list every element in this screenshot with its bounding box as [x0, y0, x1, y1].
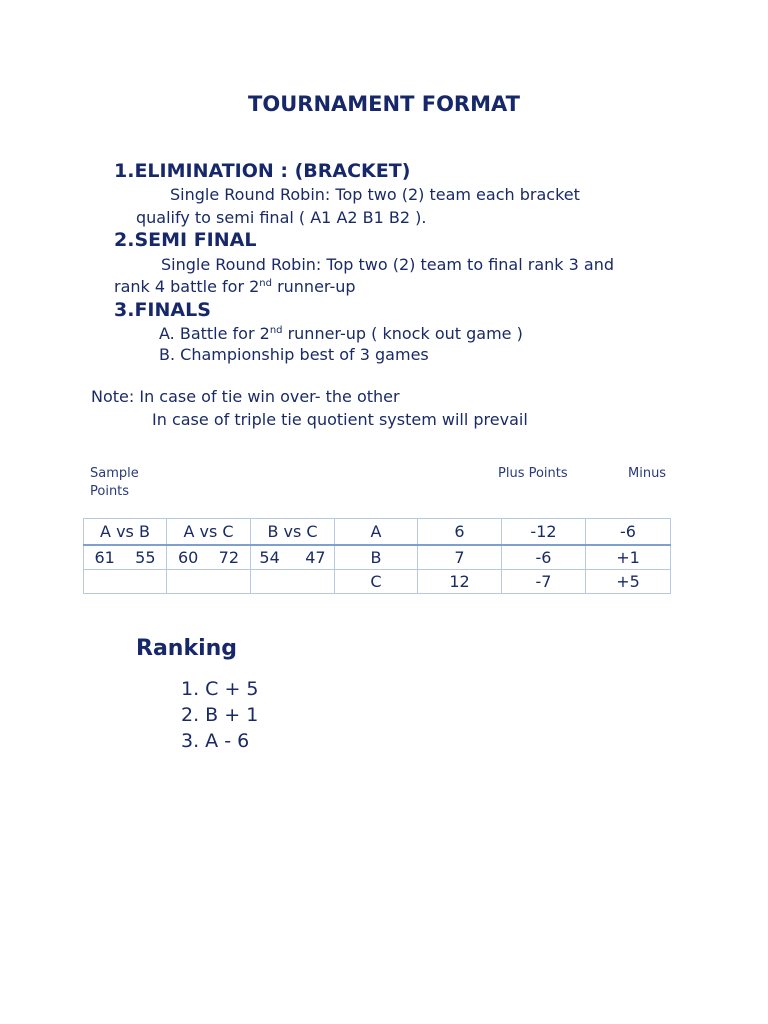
table-cell: 60 72	[167, 545, 251, 570]
table-cell: -6	[502, 545, 586, 570]
table-row	[84, 570, 671, 594]
text-run: runner-up	[271, 277, 356, 296]
label-minus: Minus	[628, 466, 667, 481]
text-run: rank 4 battle for 2	[114, 277, 260, 296]
section-heading-semi-final: 2.SEMI FINAL	[114, 229, 257, 251]
note-line: Note: In case of tie win over- the other	[91, 387, 400, 406]
table-cell: 6	[418, 519, 502, 546]
table-cell: +5	[586, 570, 671, 594]
ranking-item: 1. C + 5	[181, 678, 259, 700]
section-text-line: B. Championship best of 3 games	[159, 345, 429, 364]
label-points: Points	[90, 484, 130, 499]
table-cell: -7	[502, 570, 586, 594]
table-cell: 7	[418, 545, 502, 570]
table-cell: B	[335, 545, 418, 570]
table-cell: +1	[586, 545, 671, 570]
table-cell: A vs C	[167, 519, 251, 546]
scores-table	[83, 518, 671, 594]
text-run: runner-up ( knock out game )	[282, 324, 523, 343]
table-cell: 54 47	[251, 545, 335, 570]
section-text-line	[114, 277, 356, 296]
label-plus-points: Plus Points	[498, 466, 568, 481]
table-cell: A vs B	[84, 519, 167, 546]
ranking-title: Ranking	[136, 636, 238, 661]
page-title: TOURNAMENT FORMAT	[248, 92, 520, 116]
table-cell: 61 55	[84, 545, 167, 570]
section-text-line: Single Round Robin: Top two (2) team to final rank 3 and	[161, 255, 614, 274]
section-text-line	[159, 324, 523, 343]
section-heading-finals: 3.FINALS	[114, 299, 211, 321]
table-cell	[167, 570, 251, 594]
ranking-item: 2. B + 1	[181, 704, 259, 726]
table-cell: 12	[418, 570, 502, 594]
section-text-line: Single Round Robin: Top two (2) team each bracket	[170, 185, 580, 204]
table-row	[84, 545, 671, 570]
table-cell: A	[335, 519, 418, 546]
section-heading-elimination: 1.ELIMINATION : (BRACKET)	[114, 160, 411, 182]
table-cell: B vs C	[251, 519, 335, 546]
note-line: In case of triple tie quotient system will prevail	[152, 410, 528, 429]
table-header-row	[84, 519, 671, 546]
ranking-item: 3. A - 6	[181, 730, 250, 752]
table-cell: -6	[586, 519, 671, 546]
table-cell: C	[335, 570, 418, 594]
table-cell	[84, 570, 167, 594]
superscript: nd	[269, 325, 283, 336]
table-cell: -12	[502, 519, 586, 546]
section-text-line: qualify to semi final ( A1 A2 B1 B2 ).	[136, 208, 427, 227]
superscript: nd	[259, 278, 272, 289]
text-run: A. Battle for 2	[159, 324, 270, 343]
label-sample: Sample	[90, 466, 139, 481]
table-cell	[251, 570, 335, 594]
